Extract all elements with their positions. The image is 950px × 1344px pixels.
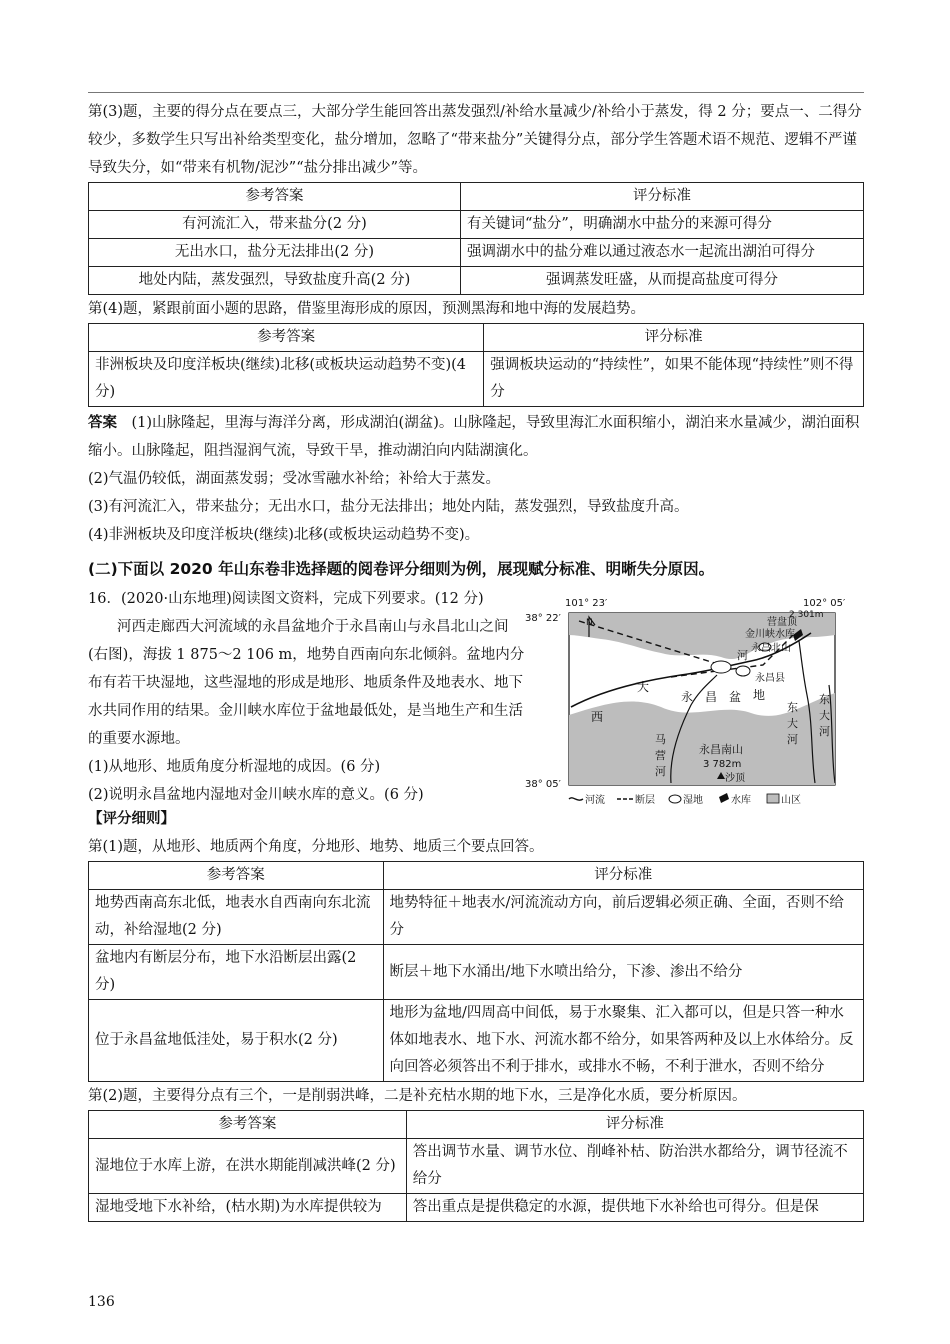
q3-intro: 第(3)题，主要的得分点在要点三，大部分学生能回答出蒸发强烈/补给水量减少/补给小于蒸发，得 2 分；要点一、二得分较少，多数学生只写出补给类型变化，盐分增加，忽略了“带来盐分”关键得分点，部分学生答题术语不规范、逻辑不严谨导致失分，如“带来有机物/泥沙”“盐分排出减少”等。 <box>88 104 862 176</box>
legend-mountain-icon <box>767 794 779 803</box>
question-text <box>88 585 526 809</box>
table-q3 <box>88 182 864 295</box>
rubric-label: 【评分细则】 <box>88 810 175 827</box>
answer-p3: (3)有河流汇入，带来盐分；无出水口，盐分无法排出；地处内陆，蒸发强烈，导致盐度升高。 <box>88 499 689 515</box>
map-label: 大 <box>637 680 650 694</box>
map-north: N <box>586 618 593 628</box>
page-content <box>88 98 864 1222</box>
question-sub2: (2)说明永昌盆地内湿地对金川峡水库的意义。(6 分) <box>88 787 424 803</box>
table-cell: 地势西南高东北低，地表水自西南向东北流动，补给湿地(2 分) <box>89 890 384 945</box>
table-cell: 有河流汇入，带来盐分(2 分) <box>89 211 461 239</box>
page-number: 136 <box>88 1294 115 1310</box>
table-cell: 地势特征＋地表水/河流流动方向，前后逻辑必须正确、全面，否则不给分 <box>383 890 864 945</box>
table-row <box>89 945 864 1000</box>
map-lon-right: 102° 05′ <box>803 598 846 609</box>
table-q4 <box>88 323 864 407</box>
table-row <box>89 239 864 267</box>
table-cell: 有关键词“盐分”，明确湖水中盐分的来源可得分 <box>461 211 864 239</box>
map-label: 营盘顶 <box>767 617 797 628</box>
table-cell: 地处内陆，蒸发强烈，导致盐度升高(2 分) <box>89 267 461 295</box>
table-cell: 非洲板块及印度洋板块(继续)北移(或板块运动趋势不变)(4 分) <box>89 352 484 407</box>
table-row <box>89 211 864 239</box>
legend-wetland-icon <box>669 795 681 803</box>
section-heading: (二)下面以 2020 年山东卷非选择题的阅卷评分细则为例，展现赋分标准、明晰失分原因。 <box>88 560 715 578</box>
basin-map <box>525 595 867 807</box>
map-label: 河 <box>655 765 666 778</box>
legend-reservoir-icon <box>719 793 729 803</box>
map-label: 盆 <box>729 690 742 704</box>
table-row <box>89 890 864 945</box>
answer-p4: (4)非洲板块及印度洋板块(继续)北移(或板块运动趋势不变)。 <box>88 527 480 543</box>
table-row <box>89 352 864 407</box>
map-label: 营 <box>655 749 666 762</box>
map-label: 地 <box>753 688 766 702</box>
legend-item: 水库 <box>731 795 751 806</box>
table-cell: 盆地内有断层分布，地下水沿断层出露(2 分) <box>89 945 384 1000</box>
wetland-2 <box>736 666 750 676</box>
legend-item: 山区 <box>781 795 801 806</box>
map-lat-bottom: 38° 05′ <box>525 779 561 790</box>
map-label: 永昌北山 <box>751 643 791 654</box>
map-label: 东 <box>819 693 830 706</box>
question-sub1: (1)从地形、地质角度分析湿地的成因。(6 分) <box>88 759 381 775</box>
table-cell: 答出调节水量、调节水位、削峰补枯、防治洪水都给分，调节径流不给分 <box>406 1139 863 1194</box>
map-label: 永 <box>681 690 694 704</box>
table-header: 参考答案 <box>89 862 384 890</box>
map-label: 大 <box>819 709 830 722</box>
map-label: 河 <box>787 733 798 746</box>
table-cell: 位于永昌盆地低洼处，易于积水(2 分) <box>89 1000 384 1082</box>
table-header: 参考答案 <box>89 1111 407 1139</box>
q1-intro: 第(1)题，从地形、地质两个角度，分地形、地势、地质三个要点回答。 <box>88 839 544 855</box>
table-cell: 地形为盆地/四周高中间低，易于水聚集、汇入都可以，但是只答一种水体如地表水、地下水、河流水都不给分，如果答两种及以上水体给分。反向回答必须答出不利于排水，或排水不畅，不利于泄水，否则不给分 <box>383 1000 864 1082</box>
table-cell: 断层＋地下水涌出/地下水喷出给分，下渗、渗出不给分 <box>383 945 864 1000</box>
map-label: 大 <box>787 717 798 730</box>
map-label: 河 <box>819 725 830 738</box>
table-header: 评分标准 <box>383 862 864 890</box>
question-body: 河西走廊西大河流域的永昌盆地介于永昌南山与永昌北山之间(右图)，海拔 1 875～2 106 m，地势自西南向东北倾斜。盆地内分布有若干块湿地，这些湿地的形成是地形、地质条件及地表水、地下水共同作用的结果。金川峡水库位于盆地最低处，是当地生产和生活的重要水源地。 <box>88 619 525 747</box>
table-row <box>89 1139 864 1194</box>
legend-item: 断层 <box>635 795 655 806</box>
map-lon-left: 101° 23′ <box>565 598 608 609</box>
table-cell: 湿地位于水库上游，在洪水期能削减洪峰(2 分) <box>89 1139 407 1194</box>
map-label: 金川峡水库 <box>745 629 795 640</box>
table-row <box>89 1194 864 1222</box>
legend-item: 湿地 <box>683 795 703 806</box>
table-header: 评分标准 <box>461 183 864 211</box>
table-cell: 湿地受地下水补给，(枯水期)为水库提供较为 <box>89 1194 407 1222</box>
table-cell: 强调湖水中的盐分难以通过液态水一起流出湖泊可得分 <box>461 239 864 267</box>
map-label: 3 782m <box>703 759 742 770</box>
table-row <box>89 1000 864 1082</box>
table-q2 <box>88 1110 864 1222</box>
map-label: 2 301m <box>789 610 824 620</box>
answer-text: (1)山脉隆起，里海与海洋分离，形成湖泊(湖盆)。山脉隆起，导致里海汇水面积缩小，湖泊来水量减少，湖泊面积缩小。山脉隆起，阻挡湿润气流，导致干旱，推动湖泊向内陆湖演化。 <box>88 415 860 459</box>
map-label: 永昌南山 <box>699 743 743 756</box>
table-row <box>89 267 864 295</box>
q2-intro: 第(2)题，主要得分点有三个，一是削弱洪峰，二是补充枯水期的地下水，三是净化水质，要分析原因。 <box>88 1088 747 1104</box>
map-label: 永昌县 <box>755 673 785 684</box>
map-label: 西 <box>591 710 604 724</box>
table-cell: 答出重点是提供稳定的水源，提供地下水补给也可得分。但是保 <box>406 1194 863 1222</box>
table-q1 <box>88 861 864 1082</box>
table-header: 参考答案 <box>89 324 484 352</box>
table-header: 参考答案 <box>89 183 461 211</box>
map-label: 东 <box>787 701 798 714</box>
header-rule <box>88 92 864 93</box>
answer-p2: (2)气温仍较低，湖面蒸发弱；受冰雪融水补给；补给大于蒸发。 <box>88 471 501 487</box>
answer-label: 答案 <box>88 414 117 431</box>
map-label: 河 <box>737 649 748 662</box>
map-lat-top: 38° 22′ <box>525 613 561 624</box>
map-label: 沙顶 <box>725 773 745 784</box>
table-cell: 强调蒸发旺盛，从而提高盐度可得分 <box>461 267 864 295</box>
question-title: 16．(2020·山东地理)阅读图文资料，完成下列要求。(12 分) <box>88 591 484 607</box>
map-label: 马 <box>655 733 666 746</box>
wetland-1 <box>711 661 731 673</box>
question-block <box>88 585 864 805</box>
table-header: 评分标准 <box>406 1111 863 1139</box>
table-cell: 强调板块运动的“持续性”，如果不能体现“持续性”则不得分 <box>484 352 864 407</box>
q4-intro: 第(4)题，紧跟前面小题的思路，借鉴里海形成的原因，预测黑海和地中海的发展趋势。 <box>88 301 646 317</box>
table-cell: 无出水口，盐分无法排出(2 分) <box>89 239 461 267</box>
legend-river-icon <box>569 798 583 800</box>
legend-item: 河流 <box>585 795 605 806</box>
table-header: 评分标准 <box>484 324 864 352</box>
answer-p1 <box>88 409 864 465</box>
map-label: 昌 <box>705 690 718 704</box>
